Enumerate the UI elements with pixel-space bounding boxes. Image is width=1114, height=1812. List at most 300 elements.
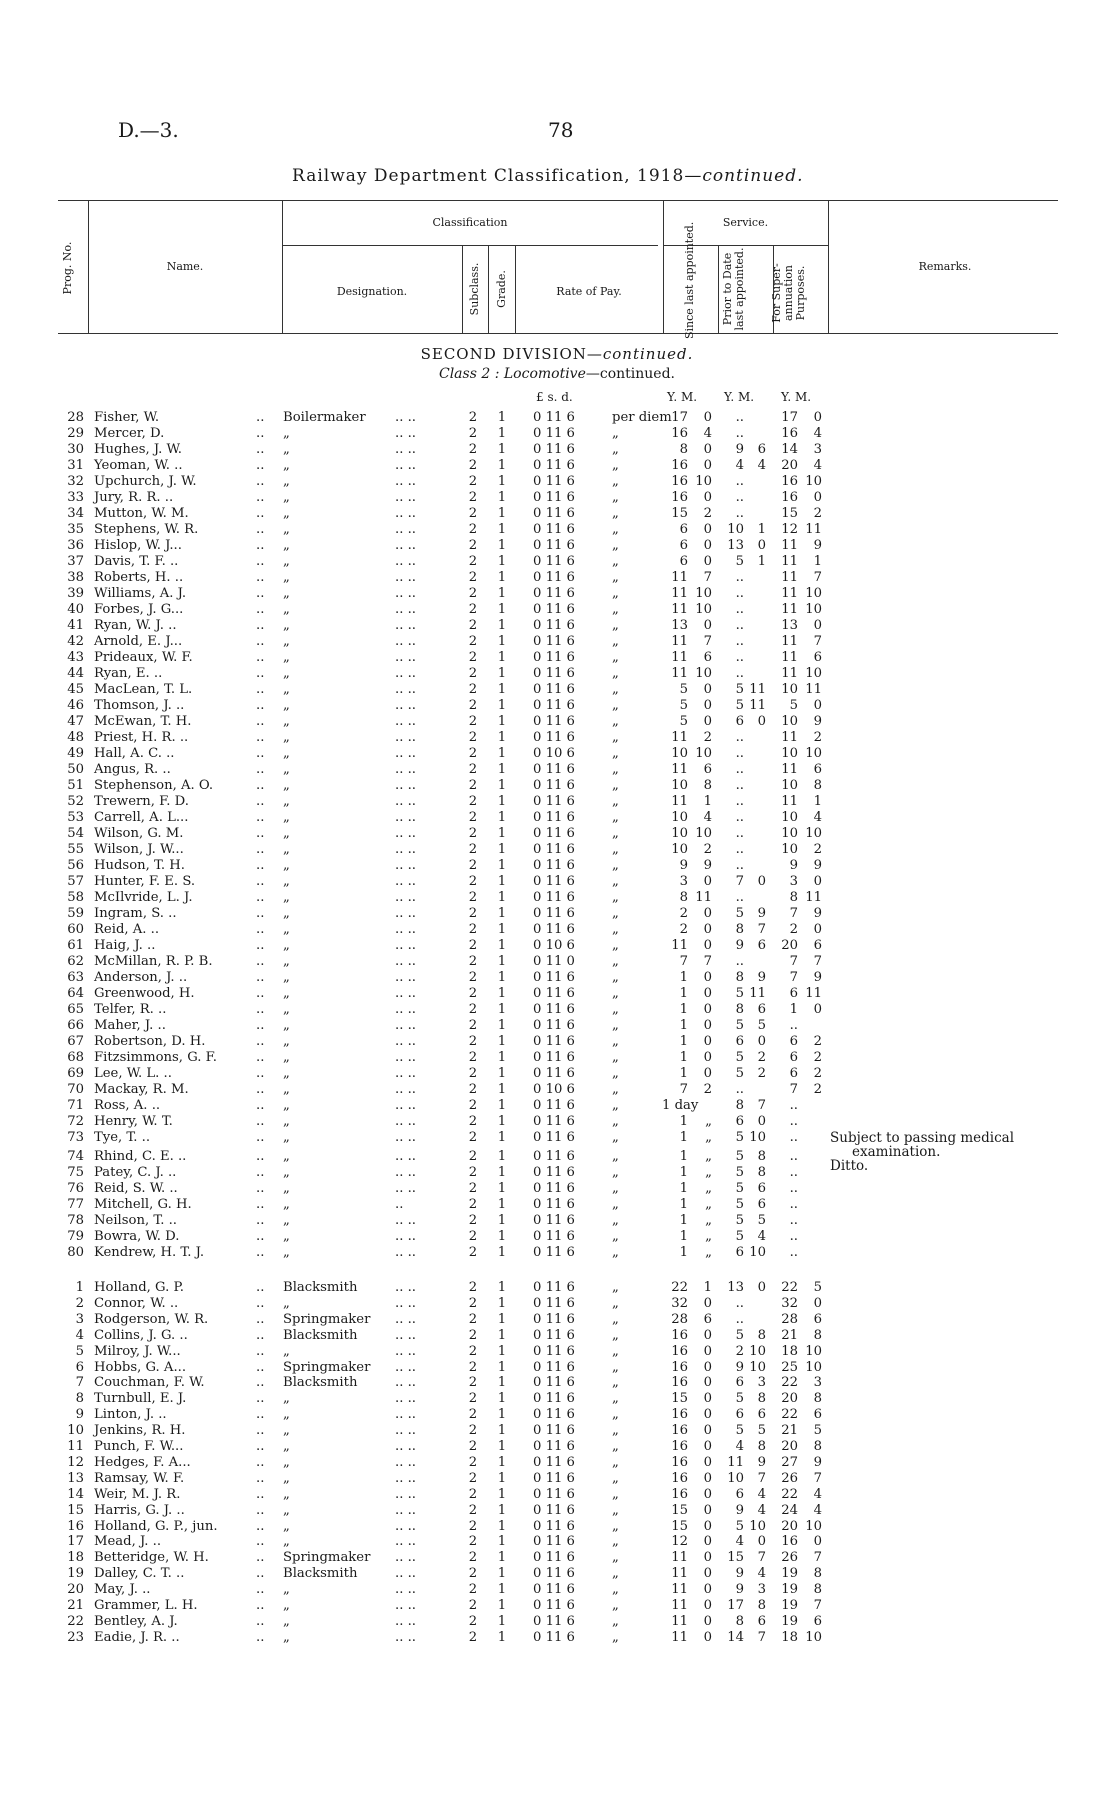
cell-no: 18 (67, 1550, 84, 1566)
cell-grade: 1 (497, 874, 507, 889)
cell-fy: .. (789, 1229, 798, 1244)
cell-no: 64 (67, 986, 84, 1001)
cell-py: 4 (735, 1534, 744, 1550)
cell-dots2: .. .. (395, 1165, 416, 1180)
cell-dots2: .. .. (395, 1550, 416, 1566)
cell-sub: 2 (468, 1502, 478, 1518)
cell-pay: 0 11 6 (533, 522, 575, 537)
cell-dots: .. (256, 1343, 265, 1359)
cell-desig: „ (283, 1470, 290, 1486)
cell-name: Priest, H. R. .. (94, 730, 189, 745)
cell-dots2: .. .. (395, 1327, 416, 1343)
cell-dots2: .. .. (395, 1375, 416, 1391)
cell-fy: 27 (781, 1454, 798, 1470)
cell-dots: .. (256, 906, 265, 921)
cell-grade: 1 (497, 1629, 507, 1645)
cell-desig: „ (283, 522, 290, 537)
cell-pay: 0 11 6 (533, 1391, 575, 1407)
cell-pm: 0 (757, 1534, 766, 1550)
cell-no: 21 (67, 1598, 84, 1613)
cell-sub: 2 (468, 490, 478, 505)
cell-no: 35 (67, 522, 84, 537)
cell-name: Reid, S. W. .. (94, 1181, 178, 1196)
table-row (0, 1296, 1114, 1312)
cell-sm: 0 (703, 938, 712, 953)
cell-sm: 0 (703, 1295, 712, 1311)
cell-sy: 2 (679, 906, 688, 921)
cell-py: 9 (735, 938, 744, 953)
cell-fy: 11 (781, 634, 798, 649)
cell-sub: 2 (468, 954, 478, 969)
cell-pd: „ (612, 874, 619, 889)
cell-dots: .. (256, 714, 265, 729)
cell-grade: 1 (497, 810, 507, 825)
cell-fm: 0 (813, 1002, 822, 1017)
cell-name: Connor, W. .. (94, 1295, 179, 1311)
cell-no: 7 (75, 1375, 84, 1391)
cell-grade: 1 (497, 778, 507, 793)
cell-sub: 2 (468, 1050, 478, 1065)
cell-name: Thomson, J. .. (94, 698, 185, 713)
cell-pm: 0 (757, 1114, 766, 1129)
cell-fy: 12 (781, 522, 798, 537)
cell-pd: „ (612, 1502, 619, 1518)
cell-fy: .. (789, 1018, 798, 1033)
cell-fm: 10 (805, 1629, 822, 1645)
cell-desig: „ (283, 730, 290, 745)
cell-sy: 10 (671, 810, 688, 825)
cell-pay: 0 11 6 (533, 1375, 575, 1391)
cell-no: 15 (67, 1502, 84, 1518)
cell-fy: 14 (781, 442, 798, 457)
cell-pd: „ (612, 698, 619, 713)
cell-name: Grammer, L. H. (94, 1598, 198, 1613)
cell-sub: 2 (468, 474, 478, 489)
cell-desig: „ (283, 698, 290, 713)
cell-pay: 0 11 6 (533, 1598, 575, 1613)
cell-fy: 11 (781, 586, 798, 601)
table-row (0, 842, 1114, 858)
cell-no: 37 (67, 554, 84, 569)
cell-fy: 11 (781, 538, 798, 553)
cell-no: 10 (67, 1423, 84, 1439)
cell-name: Wilson, G. M. (94, 826, 184, 841)
cell-sm: 11 (695, 890, 712, 905)
cell-no: 16 (67, 1518, 84, 1534)
cell-name: Carrell, A. L... (94, 810, 189, 825)
cell-name: Fisher, W. (94, 410, 160, 425)
cell-pm: 4 (757, 1566, 766, 1582)
cell-dots: .. (256, 1197, 265, 1212)
header-bottom-rule (58, 333, 1058, 334)
cell-fy: .. (789, 1197, 798, 1212)
cell-grade: 1 (497, 1050, 507, 1065)
cell-py: 8 (735, 1098, 744, 1113)
cell-grade: 1 (497, 890, 507, 905)
cell-pm: 4 (757, 1229, 766, 1244)
cell-sub: 2 (468, 554, 478, 569)
table-row (0, 522, 1114, 538)
cell-grade: 1 (497, 1311, 507, 1327)
cell-name: Trewern, F. D. (94, 794, 189, 809)
cell-dots2: .. .. (395, 698, 416, 713)
cell-fm: 11 (805, 682, 822, 697)
cell-pay: 0 11 6 (533, 1165, 575, 1180)
cell-grade: 1 (497, 1181, 507, 1196)
cell-dots: .. (256, 746, 265, 761)
cell-desig: „ (283, 1295, 290, 1311)
cell-fy: 16 (781, 1534, 798, 1550)
cell-desig: „ (283, 1082, 290, 1097)
cell-dots2: .. .. (395, 810, 416, 825)
cell-fm: 0 (813, 1295, 822, 1311)
cell-pay: 0 11 6 (533, 1359, 575, 1375)
cell-name: Hislop, W. J... (94, 538, 182, 553)
cell-fm: 10 (805, 602, 822, 617)
cell-fm: 9 (813, 1454, 822, 1470)
cell-sub: 2 (468, 1566, 478, 1582)
cell-py: 5 (735, 1181, 744, 1196)
cell-fy: 15 (781, 506, 798, 521)
cell-sm: 0 (703, 970, 712, 985)
page-number: 78 (548, 118, 574, 142)
cell-sy: 16 (671, 1470, 688, 1486)
cell-fy: 26 (781, 1550, 798, 1566)
cell-desig: „ (283, 1130, 290, 1145)
col-divider (488, 245, 489, 333)
cell-fy: .. (789, 1181, 798, 1196)
cell-name: Holland, G. P. (94, 1280, 184, 1295)
table-row (0, 634, 1114, 650)
cell-name: Haig, J. .. (94, 938, 156, 953)
cell-desig: „ (283, 1502, 290, 1518)
cell-py: 5 (735, 1050, 744, 1065)
cell-desig: „ (283, 1439, 290, 1454)
cell-sy: 8 (679, 890, 688, 905)
cell-pm: 0 (757, 1034, 766, 1049)
cell-fm: 6 (813, 762, 822, 777)
header-prog-no: Prog. No. (61, 241, 74, 295)
cell-pm: 7 (757, 1629, 766, 1645)
cell-name: McEwan, T. H. (94, 714, 192, 729)
cell-py: 9 (735, 1582, 744, 1598)
cell-dots: .. (256, 1280, 265, 1295)
cell-fy: 22 (781, 1280, 798, 1295)
cell-desig: Springmaker (283, 1359, 371, 1375)
cell-sy: 1 (679, 1114, 688, 1129)
cell-pd: „ (612, 810, 619, 825)
cell-pay: 0 11 6 (533, 1550, 575, 1566)
page-title (292, 166, 804, 186)
cell-grade: 1 (497, 986, 507, 1001)
cell-pm: 5 (757, 1213, 766, 1228)
cell-sy: 11 (671, 1598, 688, 1613)
cell-name: Kendrew, H. T. J. (94, 1245, 205, 1260)
cell-no: 19 (67, 1566, 84, 1582)
cell-grade: 1 (497, 1534, 507, 1550)
cell-dots2: .. .. (395, 1082, 416, 1097)
cell-grade: 1 (497, 570, 507, 585)
cell-fm: 1 (813, 794, 822, 809)
cell-py: .. (735, 858, 744, 873)
cell-desig: „ (283, 842, 290, 857)
cell-desig: „ (283, 426, 290, 441)
cell-sub: 2 (468, 618, 478, 633)
cell-sm: „ (705, 1165, 712, 1180)
cell-pay: 0 11 6 (533, 1245, 575, 1260)
cell-sub: 2 (468, 1165, 478, 1180)
cell-pd: „ (612, 490, 619, 505)
table-row (0, 1181, 1114, 1197)
cell-no: 32 (67, 474, 84, 489)
cell-dots: .. (256, 1130, 265, 1145)
cell-desig: „ (283, 954, 290, 969)
cell-desig: „ (283, 1629, 290, 1645)
cell-fy: 6 (789, 1066, 798, 1081)
cell-desig: „ (283, 1613, 290, 1629)
cell-desig: „ (283, 1034, 290, 1049)
cell-pm: 4 (757, 1486, 766, 1502)
cell-py: 5 (735, 1197, 744, 1212)
cell-name: Mercer, D. (94, 426, 165, 441)
remark-medical-2: examination. (852, 1144, 941, 1160)
cell-pm: 8 (757, 1439, 766, 1454)
cell-dots: .. (256, 1114, 265, 1129)
cell-pay: 0 11 6 (533, 1613, 575, 1629)
cell-desig: „ (283, 1165, 290, 1180)
cell-sub: 2 (468, 1066, 478, 1081)
page-title-continued: —continued. (684, 166, 804, 186)
cell-pay: 0 11 6 (533, 634, 575, 649)
cell-py: 4 (735, 458, 744, 473)
cell-pm: 7 (757, 1098, 766, 1113)
cell-name: Turnbull, E. J. (94, 1391, 187, 1407)
cell-pd: „ (612, 1470, 619, 1486)
cell-fm: 4 (813, 426, 822, 441)
cell-no: 60 (67, 922, 84, 937)
table-row (0, 922, 1114, 938)
cell-pay: 0 11 6 (533, 666, 575, 681)
cell-pd: „ (612, 1098, 619, 1113)
cell-grade: 1 (497, 426, 507, 441)
cell-pm: 0 (757, 714, 766, 729)
header-subclass: Subclass. (468, 262, 481, 316)
cell-pm: 10 (749, 1359, 766, 1375)
cell-py: 5 (735, 1018, 744, 1033)
cell-dots: .. (256, 474, 265, 489)
cell-pay: 0 11 6 (533, 826, 575, 841)
cell-fy: 32 (781, 1295, 798, 1311)
cell-grade: 1 (497, 458, 507, 473)
cell-py: 6 (735, 1486, 744, 1502)
money-units: £ s. d. (536, 390, 573, 404)
cell-sub: 2 (468, 1130, 478, 1145)
cell-pd: „ (612, 682, 619, 697)
cell-dots2: .. .. (395, 1311, 416, 1327)
cell-dots: .. (256, 858, 265, 873)
cell-fy: 10 (781, 810, 798, 825)
cell-pay: 0 11 6 (533, 890, 575, 905)
cell-dots2: .. .. (395, 826, 416, 841)
table-row (0, 1391, 1114, 1407)
cell-sub: 2 (468, 986, 478, 1001)
cell-dots: .. (256, 618, 265, 633)
cell-sy: 1 day (662, 1098, 699, 1113)
cell-name: Anderson, J. .. (94, 970, 188, 985)
cell-fy: 18 (781, 1629, 798, 1645)
cell-dots2: .. .. (395, 938, 416, 953)
cell-fy: 16 (781, 474, 798, 489)
cell-no: 42 (67, 634, 84, 649)
cell-no: 47 (67, 714, 84, 729)
cell-py: 5 (735, 986, 744, 1001)
cell-pd: „ (612, 1050, 619, 1065)
cell-pm: 11 (749, 698, 766, 713)
cell-desig: „ (283, 874, 290, 889)
cell-pay: 0 11 6 (533, 1311, 575, 1327)
cell-fm: 2 (813, 842, 822, 857)
table-row (0, 1050, 1114, 1066)
cell-pd: „ (612, 586, 619, 601)
cell-fm: 6 (813, 650, 822, 665)
cell-dots: .. (256, 810, 265, 825)
cell-dots2: .. .. (395, 1098, 416, 1113)
table-row (0, 730, 1114, 746)
cell-pd: „ (612, 1582, 619, 1598)
cell-desig: „ (283, 1114, 290, 1129)
cell-desig: „ (283, 618, 290, 633)
cell-desig: „ (283, 1197, 290, 1212)
cell-pm: 9 (757, 1454, 766, 1470)
cell-py: 5 (735, 1391, 744, 1407)
cell-no: 56 (67, 858, 84, 873)
cell-sm: 10 (695, 586, 712, 601)
cell-name: Weir, M. J. R. (94, 1486, 181, 1502)
cell-desig: „ (283, 1391, 290, 1407)
cell-fm: 10 (805, 746, 822, 761)
cell-desig: „ (283, 1582, 290, 1598)
cell-pd: „ (612, 1566, 619, 1582)
cell-sy: 1 (679, 1197, 688, 1212)
cell-dots: .. (256, 938, 265, 953)
cell-fm: 2 (813, 1066, 822, 1081)
cell-desig: „ (283, 682, 290, 697)
cell-grade: 1 (497, 970, 507, 985)
cell-sy: 16 (671, 1486, 688, 1502)
cell-sy: 16 (671, 1359, 688, 1375)
cell-sub: 2 (468, 826, 478, 841)
cell-fy: .. (789, 1213, 798, 1228)
cell-pay: 0 11 6 (533, 1486, 575, 1502)
cell-name: Mead, J. .. (94, 1534, 162, 1550)
cell-dots: .. (256, 458, 265, 473)
cell-fy: .. (789, 1098, 798, 1113)
cell-fy: 11 (781, 762, 798, 777)
table-row (0, 1439, 1114, 1455)
cell-dots2: .. .. (395, 1470, 416, 1486)
cell-sub: 2 (468, 810, 478, 825)
cell-pay: 0 11 6 (533, 602, 575, 617)
cell-dots2: .. .. (395, 1034, 416, 1049)
cell-pm: 11 (749, 682, 766, 697)
cell-no: 23 (67, 1629, 84, 1645)
cell-py: 6 (735, 1375, 744, 1391)
table-row (0, 602, 1114, 618)
cell-py: 6 (735, 1407, 744, 1423)
cell-sub: 2 (468, 1018, 478, 1033)
cell-dots: .. (256, 826, 265, 841)
cell-sm: 0 (703, 906, 712, 921)
cell-sub: 2 (468, 1391, 478, 1407)
cell-no: 12 (67, 1454, 84, 1470)
cell-pay: 0 11 6 (533, 1423, 575, 1439)
cell-fy: 20 (781, 1439, 798, 1454)
cell-fy: 25 (781, 1359, 798, 1375)
cell-pay: 0 11 6 (533, 970, 575, 985)
cell-dots: .. (256, 954, 265, 969)
cell-fy: 19 (781, 1582, 798, 1598)
cell-py: 4 (735, 1439, 744, 1454)
cell-pd: „ (612, 890, 619, 905)
cell-pm: 6 (757, 1181, 766, 1196)
cell-dots2: .. .. (395, 1050, 416, 1065)
cell-grade: 1 (497, 1439, 507, 1454)
cell-dots: .. (256, 1391, 265, 1407)
cell-sy: 15 (671, 1391, 688, 1407)
cell-pm: 11 (749, 986, 766, 1001)
cell-no: 75 (67, 1165, 84, 1180)
cell-dots: .. (256, 922, 265, 937)
cell-name: Jury, R. R. .. (94, 490, 174, 505)
cell-no: 65 (67, 1002, 84, 1017)
cell-dots2: .. .. (395, 634, 416, 649)
cell-sub: 2 (468, 1375, 478, 1391)
cell-fy: .. (789, 1130, 798, 1145)
cell-desig: „ (283, 938, 290, 953)
cell-desig: „ (283, 1149, 290, 1164)
cell-desig: „ (283, 1534, 290, 1550)
cell-sub: 2 (468, 442, 478, 457)
cell-sm: 1 (703, 794, 712, 809)
table-row (0, 1114, 1114, 1130)
cell-sm: 0 (703, 1359, 712, 1375)
cell-py: 9 (735, 442, 744, 457)
cell-dots: .. (256, 442, 265, 457)
cell-dots2: .. .. (395, 554, 416, 569)
cell-sm: 0 (703, 458, 712, 473)
cell-dots2: .. .. (395, 778, 416, 793)
cell-dots2: .. .. (395, 1534, 416, 1550)
cell-sub: 2 (468, 970, 478, 985)
cell-dots2: .. .. (395, 1114, 416, 1129)
cell-sub: 2 (468, 794, 478, 809)
cell-fm: 3 (813, 1375, 822, 1391)
cell-no: 17 (67, 1534, 84, 1550)
cell-grade: 1 (497, 1197, 507, 1212)
cell-pay: 0 11 6 (533, 1181, 575, 1196)
cell-pd: „ (612, 1130, 619, 1145)
cell-name: Prideaux, W. F. (94, 650, 193, 665)
cell-sy: 16 (671, 426, 688, 441)
cell-desig: „ (283, 474, 290, 489)
cell-sm: 10 (695, 474, 712, 489)
table-row (0, 618, 1114, 634)
cell-py: .. (735, 794, 744, 809)
cell-fy: 8 (789, 890, 798, 905)
cell-sy: 2 (679, 922, 688, 937)
cell-pd: „ (612, 458, 619, 473)
table-row (0, 1598, 1114, 1614)
